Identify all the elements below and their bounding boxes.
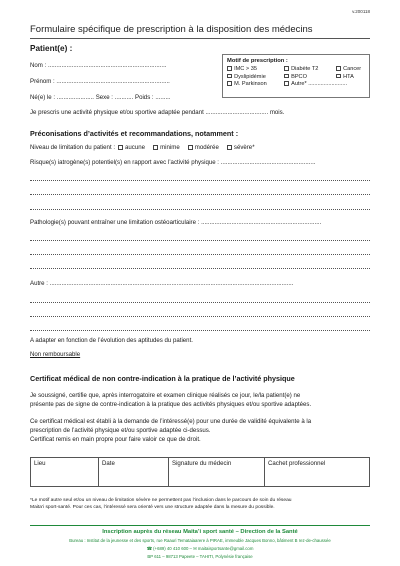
signature-table bbox=[30, 457, 370, 487]
motif-option[interactable]: Diabète T2 bbox=[284, 66, 336, 72]
prenom-label: Prénom : bbox=[30, 78, 55, 85]
footnote-line: Maita’i sport-santé. Pour ces cas, l’intéressé sera orienté vers une structure adaptée dans la mesure du possible. bbox=[30, 504, 275, 510]
limitation-option[interactable]: modérée bbox=[188, 144, 219, 151]
checkbox-icon bbox=[336, 74, 341, 79]
limitation-option[interactable]: aucune bbox=[118, 144, 145, 151]
checkbox-icon bbox=[284, 74, 289, 79]
certificat-para2-line: prescription de l’activité physique et/ou sportive adaptée ci-dessus. bbox=[30, 427, 211, 434]
risques-label: Risque(s) iatrogène(s) potentiel(s) en rapport avec l’activité physique : ........................................................ bbox=[30, 159, 316, 166]
non-remboursable-text: Non remboursable bbox=[30, 351, 81, 358]
nom-label: Nom : bbox=[30, 62, 47, 69]
footer-address: Bureau : Institut de la jeunesse et des sports, rue Raauri Temataiaarere à PIRAE, immeuble Jacques Bonno, bâtiment B rez-de-chaussée bbox=[69, 538, 331, 543]
patho-line[interactable] bbox=[30, 254, 370, 255]
risques-line[interactable] bbox=[30, 209, 370, 210]
checkbox-icon bbox=[284, 66, 289, 71]
preco-heading: Préconisations d’activités et recommandations, notamment : bbox=[30, 129, 239, 138]
limitation-option[interactable]: minime bbox=[153, 144, 179, 151]
niveau-label: Niveau de limitation du patient : bbox=[30, 144, 116, 151]
mois-label: mois. bbox=[269, 109, 285, 116]
certificat-para2-line: Certificat remis en main propre pour faire valoir ce que de droit. bbox=[30, 436, 201, 443]
prenom-field[interactable]: Prénom : ................................................................... bbox=[30, 78, 170, 85]
motif-option[interactable]: BPCO bbox=[284, 74, 336, 80]
prescris-text: Je prescris une activité physique et/ou sportive adaptée pendant bbox=[30, 109, 204, 116]
footnote bbox=[30, 498, 370, 511]
motif-option[interactable]: HTA bbox=[336, 74, 369, 80]
autre-line[interactable] bbox=[30, 330, 370, 331]
motif-title: Motif de prescription : bbox=[227, 58, 288, 64]
patho-line[interactable] bbox=[30, 268, 370, 269]
motif-options bbox=[227, 66, 365, 87]
sexe-label: Sexe : bbox=[95, 94, 113, 101]
form-title: Formulaire spécifique de prescription à la disposition des médecins bbox=[30, 24, 313, 35]
footer-contact: ☎ (+689) 40 410 600 – ✉ maitaisportsante@gmail.com bbox=[146, 546, 254, 551]
lieu-cell[interactable]: Lieu bbox=[31, 458, 99, 487]
ne-label: Né(e) le : bbox=[30, 94, 56, 101]
motif-option[interactable]: IMC > 35 bbox=[227, 66, 284, 72]
footer-title: Inscription auprès du réseau Maita’i sport santé – Direction de la Santé bbox=[102, 529, 298, 535]
motif-option[interactable]: Cancer bbox=[336, 66, 369, 72]
certificat-para2-line: Ce certificat médical est établi à la demande de l’intéressé(e) pour une durée de validité équivalente à la bbox=[30, 418, 312, 425]
checkbox-icon bbox=[227, 74, 232, 79]
signature-cell[interactable]: Signature du médecin bbox=[169, 458, 265, 487]
duration-row[interactable]: Je prescris une activité physique et/ou sportive adaptée pendant ..................................... mois. bbox=[30, 109, 285, 116]
autre-label: Autre : ................................................................................................................................................ bbox=[30, 280, 294, 287]
motif-option[interactable]: Autre* ......................... bbox=[284, 81, 369, 87]
certificat-para1-line: Je soussigné, certifie que, après interrogatoire et examen clinique réalisés ce jour, le/la patient(e) ne bbox=[30, 392, 301, 399]
limitation-option[interactable]: sévère* bbox=[227, 144, 254, 151]
title-rule bbox=[30, 38, 370, 39]
risques-line[interactable] bbox=[30, 180, 370, 181]
checkbox-icon bbox=[227, 66, 232, 71]
table-row bbox=[31, 458, 370, 487]
autre-line[interactable] bbox=[30, 316, 370, 317]
footnote-line: *Le motif autre seul et/ou un niveau de limitation sévère ne permettent pas l’inclusion dans le parcours de soin du réseau bbox=[30, 498, 292, 503]
adapter-text: A adapter en fonction de l’évolution des aptitudes du patient. bbox=[30, 337, 193, 344]
nom-field[interactable]: Nom : ...................................................................... bbox=[30, 62, 167, 69]
version-label: v.200118 bbox=[352, 9, 370, 14]
checkbox-icon bbox=[227, 81, 232, 86]
footer-rule bbox=[30, 525, 370, 526]
certificat-heading: Certificat médical de non contre-indication à la pratique de l’activité physique bbox=[30, 374, 295, 383]
motif-box bbox=[222, 54, 370, 98]
checkbox-icon bbox=[284, 81, 289, 86]
footer-postal: BP 611 – 98713 Papeete – TAHITI, Polynésie française bbox=[147, 554, 253, 559]
date-cell[interactable]: Date bbox=[99, 458, 169, 487]
checkbox-icon bbox=[188, 145, 193, 150]
risques-line[interactable] bbox=[30, 194, 370, 195]
limitation-row bbox=[30, 144, 255, 152]
checkbox-icon bbox=[227, 145, 232, 150]
checkbox-icon bbox=[153, 145, 158, 150]
motif-option[interactable]: Dyslipidémie bbox=[227, 74, 284, 80]
poids-label: Poids : bbox=[135, 94, 154, 101]
patho-label: Pathologie(s) pouvant entraîner une limitation ostéoarticulaire : ....................................................................... bbox=[30, 219, 322, 226]
checkbox-icon bbox=[118, 145, 123, 150]
patient-heading: Patient(e) : bbox=[30, 44, 73, 53]
motif-option[interactable]: M. Parkinson bbox=[227, 81, 284, 87]
birth-sex-weight-row[interactable]: Né(e) le : ...................... Sexe : ........... Poids : ......... bbox=[30, 94, 171, 101]
autre-line[interactable] bbox=[30, 302, 370, 303]
patho-line[interactable] bbox=[30, 240, 370, 241]
certificat-para1-line: présente pas de signe de contre-indication à la pratique des activités physiques et/ou sportive adaptées. bbox=[30, 401, 312, 408]
checkbox-icon bbox=[336, 66, 341, 71]
cachet-cell[interactable]: Cachet professionnel bbox=[265, 458, 370, 487]
